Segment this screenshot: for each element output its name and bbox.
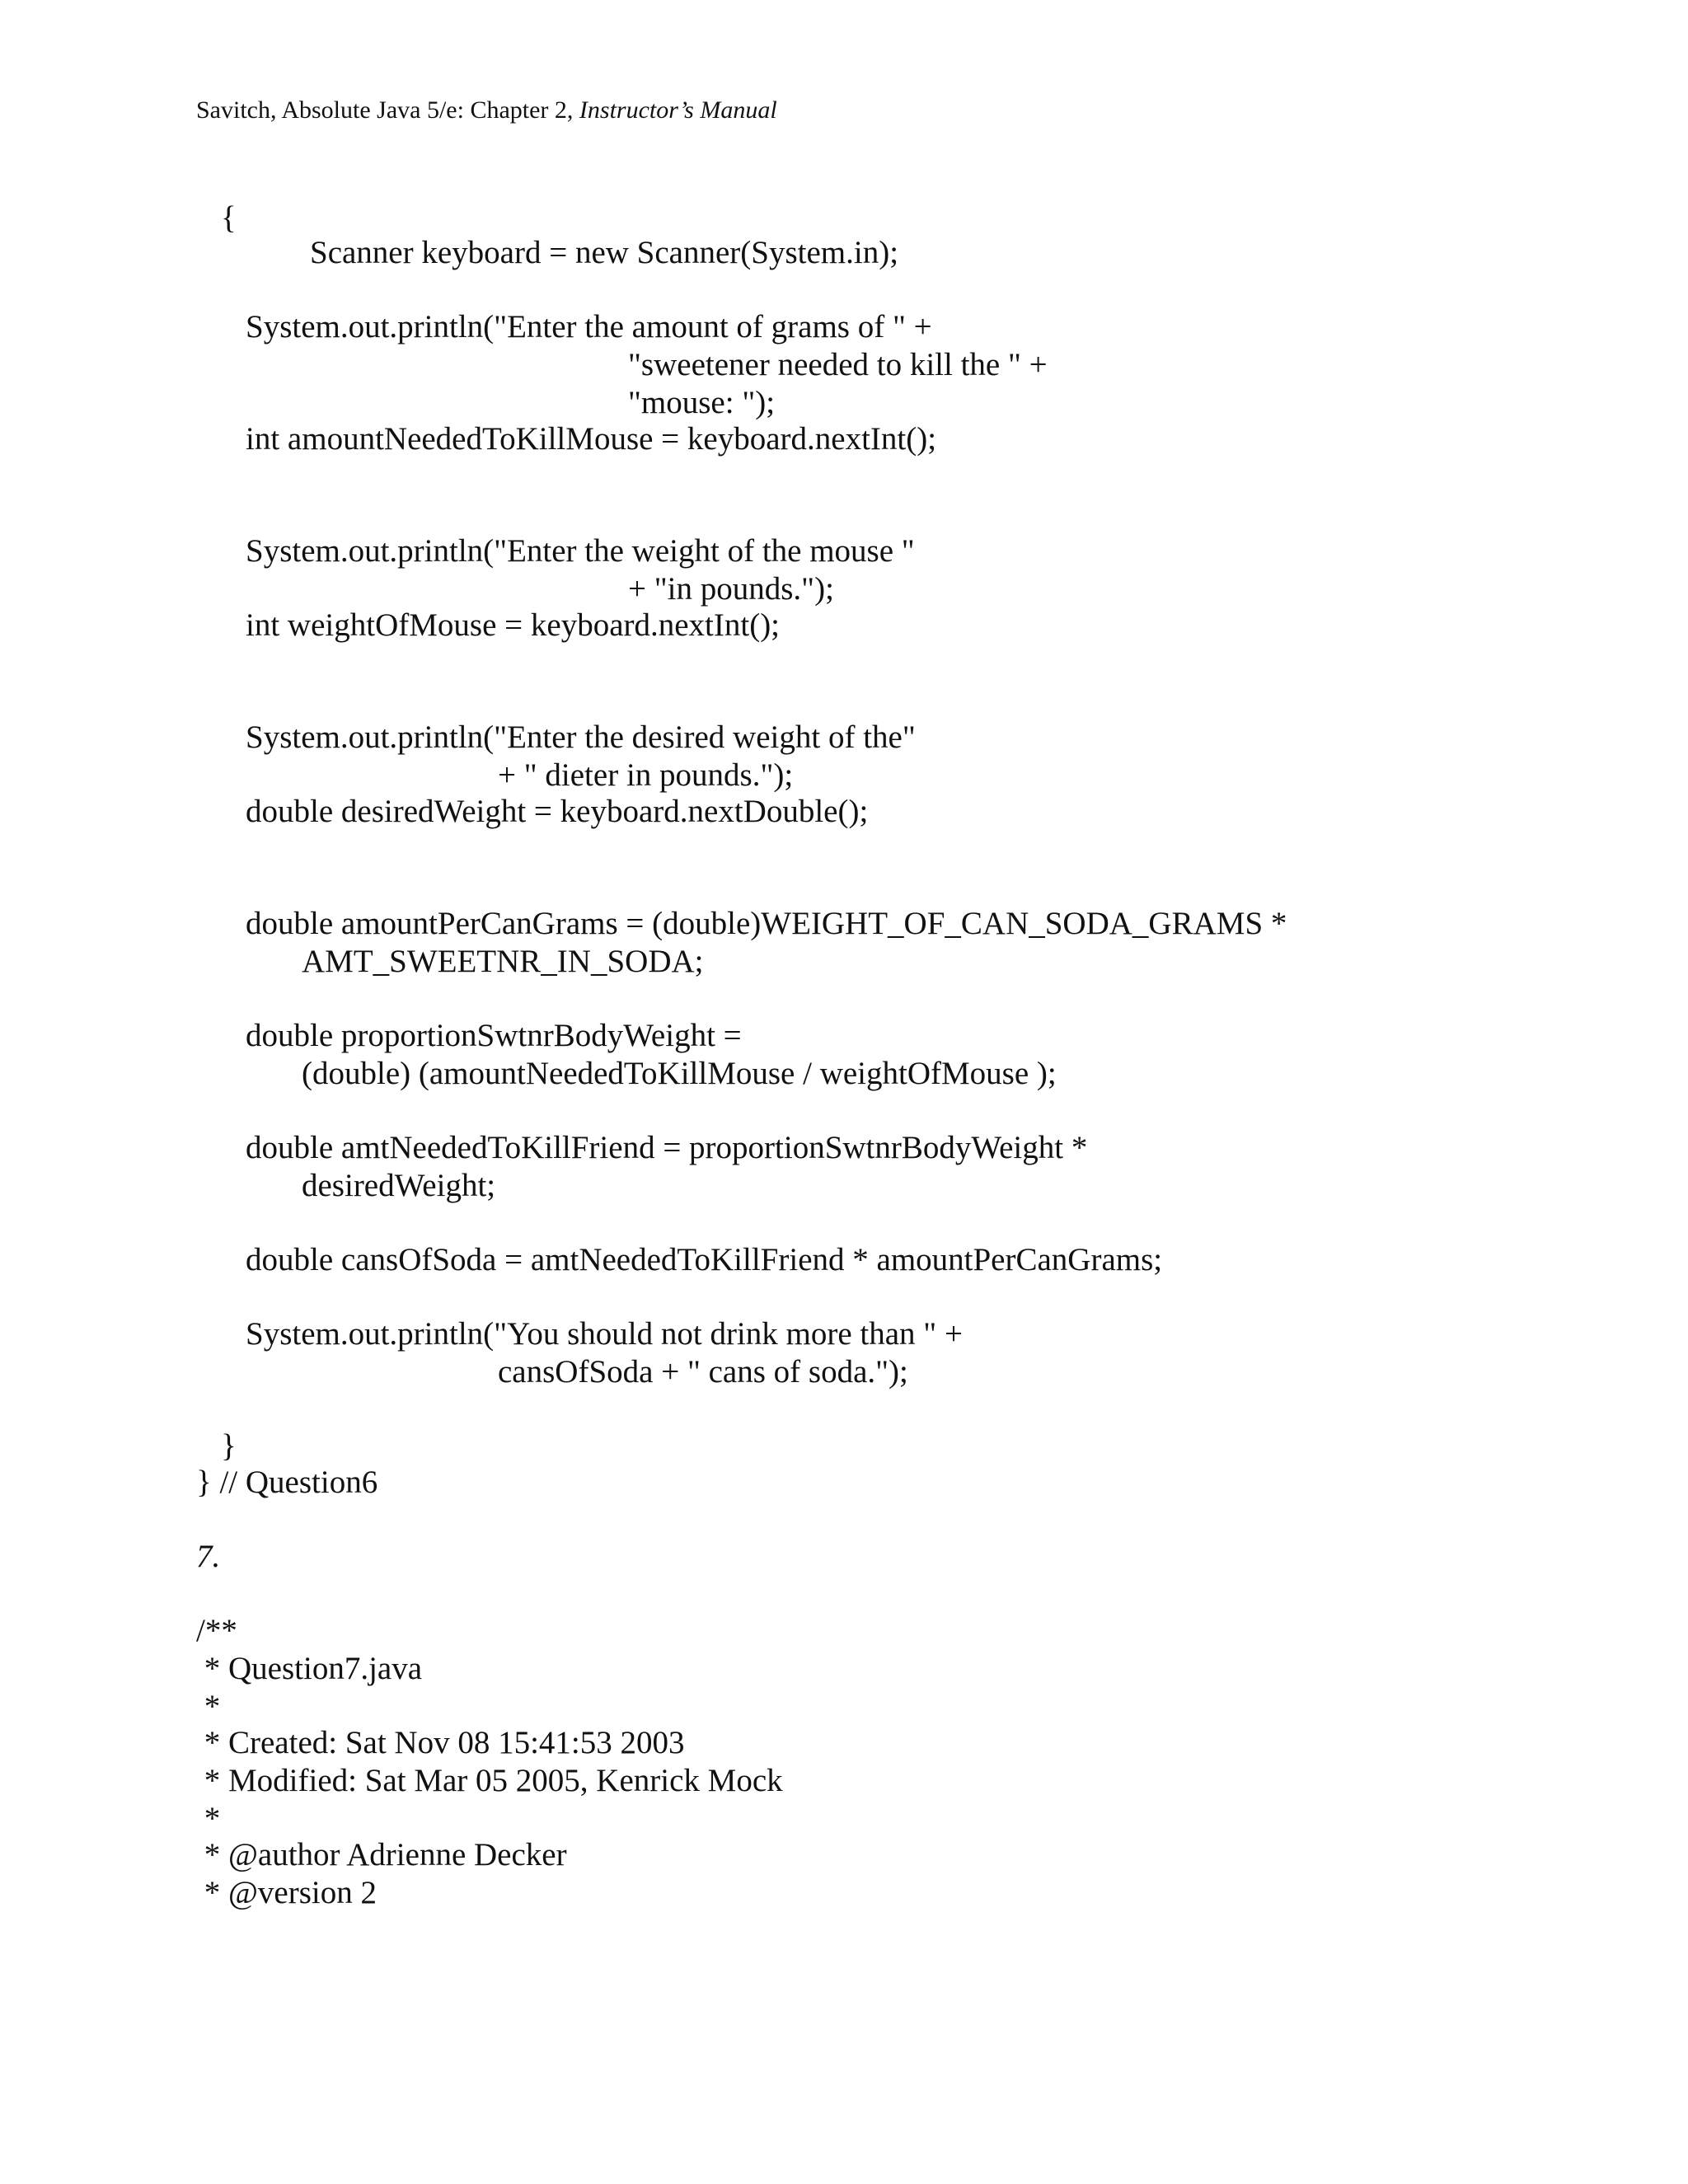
code-line: (double) (amountNeededToKillMouse / weightOfMouse ); <box>302 1056 1057 1091</box>
header-italic-text: Instructor’s Manual <box>579 96 777 124</box>
code-line: int weightOfMouse = keyboard.nextInt(); <box>246 607 781 643</box>
code-line: double amtNeededToKillFriend = proportionSwtnrBodyWeight * <box>246 1130 1088 1165</box>
code-line: AMT_SWEETNR_IN_SODA; <box>302 944 704 979</box>
code-line: double proportionSwtnrBodyWeight = <box>246 1018 742 1053</box>
code-line: { <box>221 200 237 236</box>
comment-line: * Created: Sat Nov 08 15:41:53 2003 <box>196 1725 685 1760</box>
comment-line: /** <box>196 1613 237 1648</box>
comment-line: * <box>196 1689 221 1724</box>
code-line: double desiredWeight = keyboard.nextDouble(); <box>246 794 869 829</box>
code-line: Scanner keyboard = new Scanner(System.in); <box>310 235 899 270</box>
code-line: } <box>221 1428 237 1464</box>
code-line: } // Question6 <box>196 1465 378 1500</box>
code-line: "sweetener needed to kill the " + <box>628 347 1048 382</box>
code-line: System.out.println("Enter the amount of grams of " + <box>246 309 932 344</box>
code-line: cansOfSoda + " cans of soda."); <box>498 1354 908 1390</box>
header-text: Savitch, Absolute Java 5/e: Chapter 2, <box>196 96 579 124</box>
comment-line: * Question7.java <box>196 1651 423 1686</box>
comment-line: * @author Adrienne Decker <box>196 1837 567 1872</box>
comment-line: * @version 2 <box>196 1875 377 1910</box>
code-line: System.out.println("You should not drink more than " + <box>246 1316 963 1352</box>
code-line: + " dieter in pounds."); <box>498 757 794 793</box>
page-header <box>196 96 777 125</box>
code-line: System.out.println("Enter the weight of the mouse " <box>246 533 915 569</box>
question-number: 7. <box>196 1539 221 1574</box>
code-line: System.out.println("Enter the desired weight of the" <box>246 719 916 755</box>
comment-line: * Modified: Sat Mar 05 2005, Kenrick Mock <box>196 1763 783 1798</box>
code-line: double cansOfSoda = amtNeededToKillFriend * amountPerCanGrams; <box>246 1242 1163 1277</box>
code-line: desiredWeight; <box>302 1168 496 1203</box>
code-line: int amountNeededToKillMouse = keyboard.nextInt(); <box>246 421 937 457</box>
code-line: double amountPerCanGrams = (double)WEIGHT_OF_CAN_SODA_GRAMS * <box>246 906 1287 941</box>
code-line: + "in pounds."); <box>628 571 834 607</box>
code-line: "mouse: "); <box>628 385 776 420</box>
comment-line: * <box>196 1801 221 1836</box>
